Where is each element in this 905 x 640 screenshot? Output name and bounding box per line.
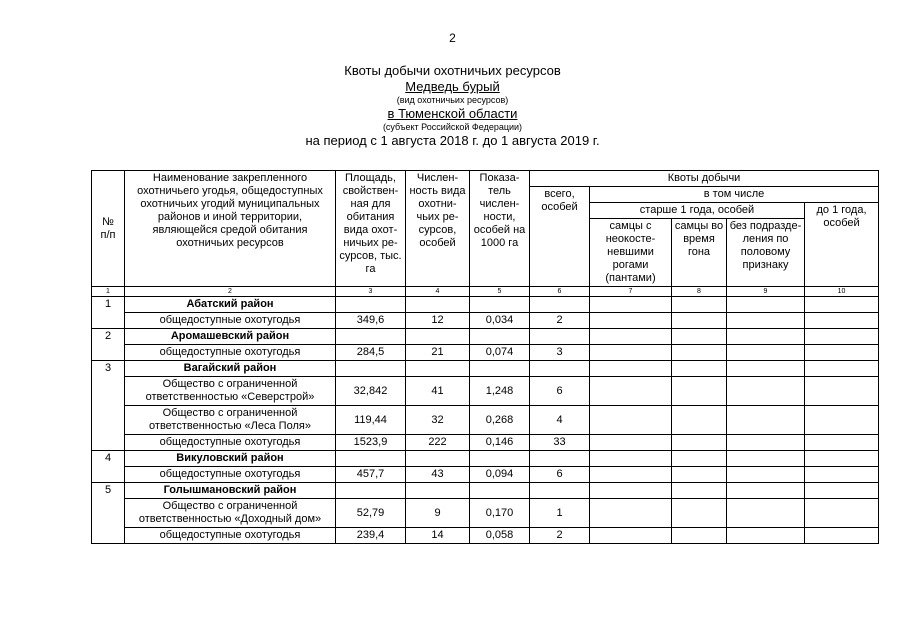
empty-cell [727,406,805,435]
empty-cell [470,297,530,313]
empty-cell [590,451,672,467]
col-num: 5 [470,287,530,297]
table-row [92,499,879,528]
index-value: 0,058 [470,528,530,544]
empty-cell [470,329,530,345]
total-value: 33 [530,435,590,451]
area-name: Общество с ограниченной ответственностью «Доходный дом» [125,499,336,528]
empty-cell [805,329,879,345]
header-count: Числен-ность вида охотни-чьих ре-сурсов, особей [406,171,470,287]
empty-cell [805,297,879,313]
empty-cell [727,499,805,528]
area-value: 52,79 [336,499,406,528]
index-value: 0,170 [470,499,530,528]
header-index: Показа-тель числен-ности, особей на 1000 га [470,171,530,287]
district-row [92,361,879,377]
empty-cell [727,345,805,361]
empty-cell [805,406,879,435]
quota-table [91,170,879,544]
empty-cell [672,377,727,406]
district-row [92,329,879,345]
col-num: 7 [590,287,672,297]
empty-cell [727,297,805,313]
empty-cell [406,297,470,313]
count-value: 222 [406,435,470,451]
empty-cell [406,483,470,499]
table-row [92,377,879,406]
row-number: 1 [92,297,125,329]
empty-cell [590,435,672,451]
table-row [92,528,879,544]
region-note: (субъект Российской Федерации) [382,122,523,132]
empty-cell [590,313,672,329]
district-name: Викуловский район [125,451,336,467]
empty-cell [406,451,470,467]
area-value: 239,4 [336,528,406,544]
count-value: 43 [406,467,470,483]
empty-cell [805,377,879,406]
empty-cell [805,435,879,451]
col-num: 6 [530,287,590,297]
area-value: 1523,9 [336,435,406,451]
empty-cell [406,329,470,345]
row-number: 2 [92,329,125,361]
count-value: 14 [406,528,470,544]
empty-cell [727,313,805,329]
count-value: 21 [406,345,470,361]
district-name: Голышмановский район [125,483,336,499]
empty-cell [727,377,805,406]
empty-cell [590,528,672,544]
header-quota: Квоты добычи [530,171,879,187]
empty-cell [672,499,727,528]
resource-note: (вид охотничьих ресурсов) [396,95,509,105]
total-value: 3 [530,345,590,361]
empty-cell [672,528,727,544]
empty-cell [470,361,530,377]
index-value: 0,094 [470,467,530,483]
empty-cell [672,406,727,435]
empty-cell [470,483,530,499]
area-name: общедоступные охотугодья [125,435,336,451]
col-num: 8 [672,287,727,297]
area-value: 349,6 [336,313,406,329]
page-number: 2 [449,31,456,45]
empty-cell [336,483,406,499]
empty-cell [805,483,879,499]
area-name: общедоступные охотугодья [125,313,336,329]
index-value: 0,034 [470,313,530,329]
column-number-row [92,287,879,297]
district-name: Аромашевский район [125,329,336,345]
header-under-1-year: до 1 года, особей [805,203,879,287]
area-value: 284,5 [336,345,406,361]
area-name: Общество с ограниченной ответственностью «Леса Поля» [125,406,336,435]
total-value: 2 [530,313,590,329]
count-value: 12 [406,313,470,329]
empty-cell [590,406,672,435]
district-row [92,297,879,313]
index-value: 0,268 [470,406,530,435]
resource-name: Медведь бурый [405,79,500,94]
district-name: Вагайский район [125,361,336,377]
empty-cell [805,499,879,528]
header-over-1-year: старше 1 года, особей [590,203,805,219]
empty-cell [530,361,590,377]
empty-cell [727,329,805,345]
header-area: Площадь, свойствен-ная для обитания вида охот-ничьих ре-сурсов, тыс. га [336,171,406,287]
empty-cell [672,361,727,377]
row-number: 3 [92,361,125,451]
area-value: 119,44 [336,406,406,435]
empty-cell [336,361,406,377]
col-num: 3 [336,287,406,297]
table-row [92,313,879,329]
empty-cell [727,528,805,544]
empty-cell [672,313,727,329]
col-num: 1 [92,287,125,297]
col-num: 2 [125,287,336,297]
count-value: 9 [406,499,470,528]
district-name: Абатский район [125,297,336,313]
index-value: 1,248 [470,377,530,406]
table-row [92,345,879,361]
col-num: 9 [727,287,805,297]
area-name: Общество с ограниченной ответственностью «Северстрой» [125,377,336,406]
empty-cell [672,467,727,483]
empty-cell [805,313,879,329]
total-value: 6 [530,467,590,483]
empty-cell [805,467,879,483]
empty-cell [590,483,672,499]
table-row [92,406,879,435]
empty-cell [727,361,805,377]
empty-cell [805,345,879,361]
empty-cell [590,361,672,377]
row-number: 5 [92,483,125,544]
header-including: в том числе [590,187,879,203]
total-value: 2 [530,528,590,544]
count-value: 41 [406,377,470,406]
col-num: 4 [406,287,470,297]
period-line: на период с 1 августа 2018 г. до 1 августа 2019 г. [305,133,600,148]
empty-cell [530,451,590,467]
document-header [0,63,905,148]
empty-cell [530,483,590,499]
index-value: 0,146 [470,435,530,451]
header-name: Наименование закрепленного охотничьего угодья, общедоступных охотничьих угодий муниципальных районов и иной территории, являющейся средой обитания охотничьих ресурсов [125,171,336,287]
empty-cell [727,435,805,451]
count-value: 32 [406,406,470,435]
header-total: всего, особей [530,187,590,287]
header-num: № п/п [92,171,125,287]
total-value: 6 [530,377,590,406]
empty-cell [530,297,590,313]
area-name: общедоступные охотугодья [125,345,336,361]
area-value: 457,7 [336,467,406,483]
empty-cell [590,377,672,406]
empty-cell [590,467,672,483]
table-row [92,467,879,483]
header-males-antlers: самцы с неокосте-невшими рогами (пантами) [590,219,672,287]
empty-cell [470,451,530,467]
empty-cell [672,451,727,467]
region-name: в Тюменской области [387,106,518,121]
district-row [92,483,879,499]
empty-cell [590,499,672,528]
header-males-rut: самцы во время гона [672,219,727,287]
table-row [92,435,879,451]
document-title: Квоты добычи охотничьих ресурсов [344,63,561,78]
area-name: общедоступные охотугодья [125,467,336,483]
empty-cell [672,297,727,313]
empty-cell [805,361,879,377]
empty-cell [672,329,727,345]
empty-cell [727,467,805,483]
area-value: 32,842 [336,377,406,406]
district-row [92,451,879,467]
empty-cell [530,329,590,345]
empty-cell [727,483,805,499]
empty-cell [805,528,879,544]
empty-cell [590,345,672,361]
row-number: 4 [92,451,125,483]
area-name: общедоступные охотугодья [125,528,336,544]
empty-cell [336,329,406,345]
empty-cell [590,329,672,345]
empty-cell [672,483,727,499]
empty-cell [672,435,727,451]
empty-cell [672,345,727,361]
total-value: 4 [530,406,590,435]
empty-cell [336,451,406,467]
index-value: 0,074 [470,345,530,361]
empty-cell [727,451,805,467]
col-num: 10 [805,287,879,297]
empty-cell [805,451,879,467]
header-no-sex: без подразде-ления по половому признаку [727,219,805,287]
empty-cell [336,297,406,313]
empty-cell [590,297,672,313]
empty-cell [406,361,470,377]
total-value: 1 [530,499,590,528]
